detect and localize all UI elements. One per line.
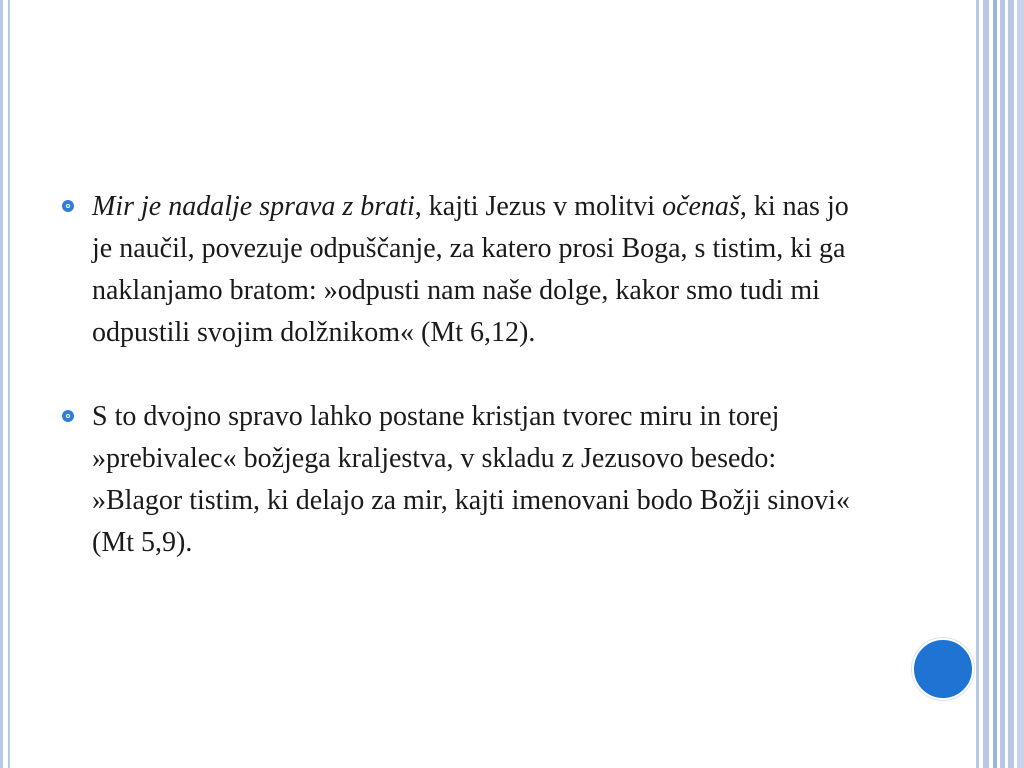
bullet-text [92, 186, 862, 354]
italic-word: očenaš [662, 191, 740, 222]
left-border-line [0, 0, 3, 768]
right-stripe [1008, 0, 1014, 768]
bullet-text [92, 396, 862, 564]
text-run: , kajti Jezus v molitvi [414, 191, 663, 222]
italic-phrase: Mir je nadalje sprava z brati [92, 191, 415, 222]
bullet-item [62, 396, 862, 564]
bullet-item [62, 186, 862, 354]
circle-button-icon[interactable] [912, 638, 974, 700]
right-stripe [976, 0, 979, 768]
slide-body [62, 186, 862, 606]
ring-bullet-icon [62, 200, 74, 212]
right-stripe [993, 0, 997, 768]
right-stripe [983, 0, 989, 768]
left-border-line-inner [8, 0, 10, 768]
right-stripe [1000, 0, 1005, 768]
text-run: S to dvojno spravo lahko postane kristjan tvorec miru in torej »prebivalec« božjega kraljestva, v skladu z Jezusovo besedo: »Blagor tistim, ki delajo za mir, kajti imenovani bodo Božji sinovi« (Mt 5,9). [92, 401, 850, 558]
text-run: , ki nas jo je naučil, povezuje odpuščanje, za katero prosi Boga, s tistim, ki ga naklanjamo bratom: »odpusti nam naše dolge, kakor smo tudi mi odpustili svojim dolžnikom« (Mt 6,12). [92, 191, 849, 348]
ring-bullet-icon [62, 410, 74, 422]
right-stripe [1017, 0, 1024, 768]
